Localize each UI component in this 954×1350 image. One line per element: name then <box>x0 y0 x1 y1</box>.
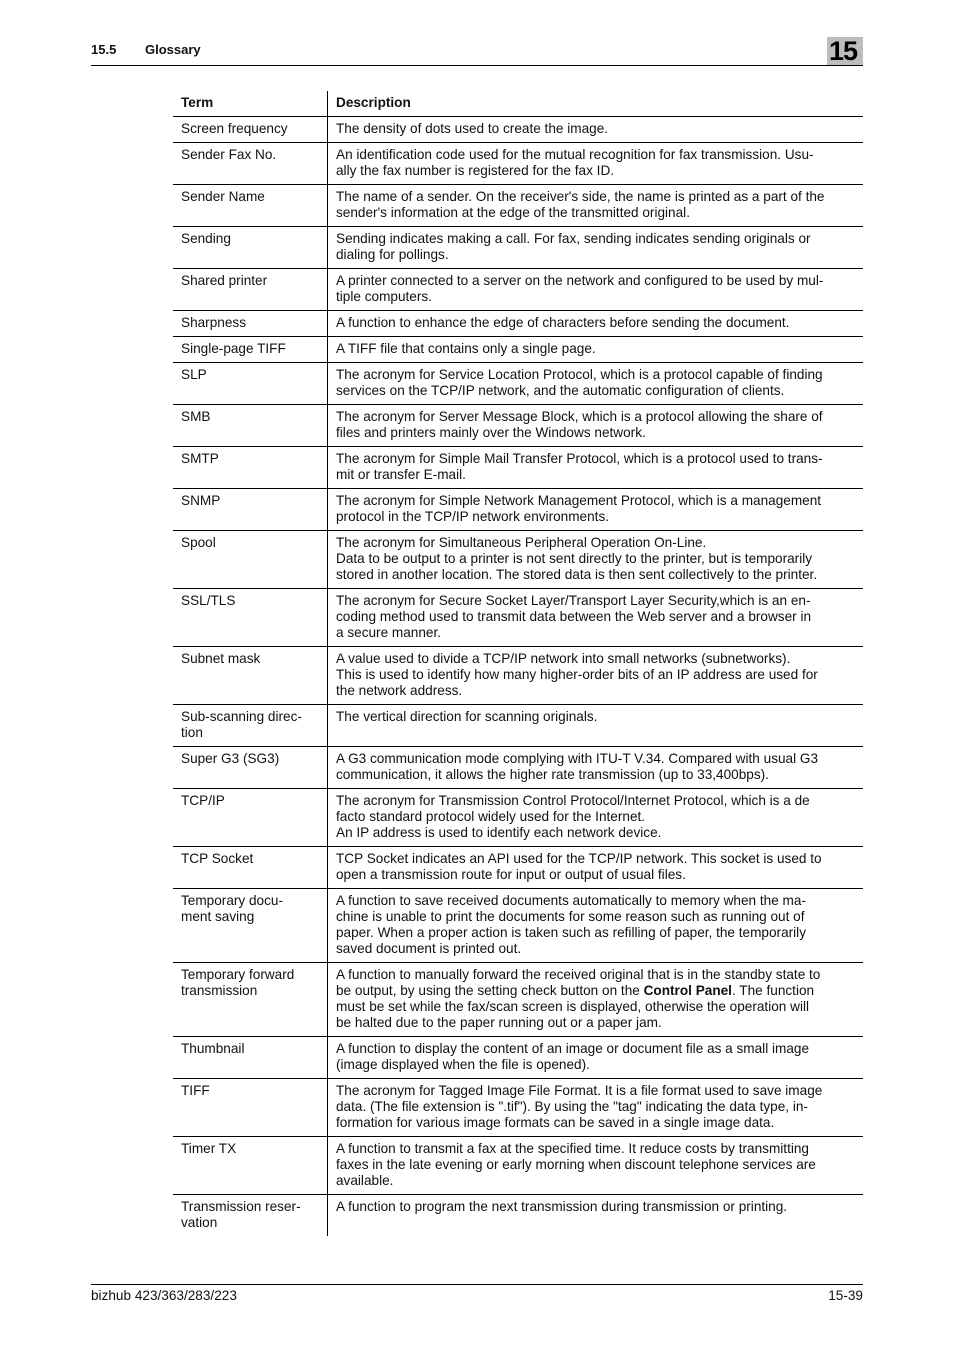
glossary-description <box>328 963 864 1037</box>
table-row <box>173 185 863 227</box>
description-line: must be set while the fax/scan screen is displayed, otherwise the operation will <box>336 999 810 1014</box>
glossary-term <box>173 489 328 531</box>
description-line: stored in another location. The stored data is then sent collectively to the printer. <box>336 567 818 582</box>
description-line: files and printers mainly over the Windows network. <box>336 425 646 440</box>
glossary-description <box>328 1079 864 1137</box>
description-text: be output, by using the setting check button on the <box>336 983 644 998</box>
table-row <box>173 311 863 337</box>
description-line: communication, it allows the higher rate transmission (up to 33,400bps). <box>336 767 769 782</box>
table-row <box>173 789 863 847</box>
glossary-description <box>328 789 864 847</box>
header-rule <box>91 65 863 66</box>
description-line: The acronym for Server Message Block, which is a protocol allowing the share of <box>336 409 823 424</box>
glossary-description <box>328 311 864 337</box>
description-line: facto standard protocol widely used for the Internet. <box>336 809 646 824</box>
description-line: services on the TCP/IP network, and the automatic configuration of clients. <box>336 383 785 398</box>
description-line: be halted due to the paper running out or a paper jam. <box>336 1015 662 1030</box>
table-row <box>173 269 863 311</box>
glossary-term <box>173 405 328 447</box>
table-row <box>173 227 863 269</box>
description-line: This is used to identify how many higher-order bits of an IP address are used for <box>336 667 818 682</box>
description-line <box>336 725 855 741</box>
glossary-description <box>328 531 864 589</box>
table-row <box>173 705 863 747</box>
glossary-description <box>328 489 864 531</box>
glossary-term <box>173 363 328 405</box>
glossary-description <box>328 705 864 747</box>
description-line: chine is unable to print the documents for some reason such as running out of <box>336 909 805 924</box>
description-line: tiple computers. <box>336 289 432 304</box>
description-line: The acronym for Service Location Protocol, which is a protocol capable of finding <box>336 367 823 382</box>
term-line: tion <box>181 725 203 740</box>
term-line: SMB <box>181 409 211 424</box>
glossary-description <box>328 589 864 647</box>
description-line: The acronym for Tagged Image File Format. It is a file format used to save image <box>336 1083 823 1098</box>
glossary-description <box>328 337 864 363</box>
description-line: The acronym for Simple Mail Transfer Protocol, which is a protocol used to trans- <box>336 451 823 466</box>
term-line: ment saving <box>181 909 255 924</box>
description-line: A G3 communication mode complying with ITU-T V.34. Compared with usual G3 <box>336 751 819 766</box>
term-line: Temporary forward <box>181 967 295 982</box>
glossary-description <box>328 117 864 143</box>
description-line: A function to save received documents automatically to memory when the ma- <box>336 893 806 908</box>
description-line: formation for various image formats can be saved in a single image data. <box>336 1115 775 1130</box>
table-row <box>173 1195 863 1237</box>
glossary-term <box>173 1137 328 1195</box>
description-line: mit or transfer E-mail. <box>336 467 466 482</box>
description-line: the network address. <box>336 683 463 698</box>
table-header-row <box>173 91 863 117</box>
term-line: SSL/TLS <box>181 593 236 608</box>
table-row <box>173 531 863 589</box>
table-row <box>173 1137 863 1195</box>
description-line: coding method used to transmit data between the Web server and a browser in <box>336 609 812 624</box>
term-line: Transmission reser- <box>181 1199 301 1214</box>
term-line: SLP <box>181 367 207 382</box>
glossary-term <box>173 143 328 185</box>
glossary-term <box>173 1195 328 1237</box>
table-row <box>173 963 863 1037</box>
description-line: The acronym for Simple Network Management Protocol, which is a management <box>336 493 822 508</box>
description-line: TCP Socket indicates an API used for the TCP/IP network. This socket is used to <box>336 851 822 866</box>
description-line: Sending indicates making a call. For fax, sending indicates sending originals or <box>336 231 811 246</box>
term-line: Subnet mask <box>181 651 261 666</box>
term-line: Sender Fax No. <box>181 147 277 162</box>
glossary-description <box>328 363 864 405</box>
description-line: saved document is printed out. <box>336 941 522 956</box>
glossary-term <box>173 847 328 889</box>
description-line: (image displayed when the file is opened). <box>336 1057 590 1072</box>
table-row <box>173 747 863 789</box>
description-line: Data to be output to a printer is not sent directly to the printer, but is temporarily <box>336 551 813 566</box>
glossary-description <box>328 1195 864 1237</box>
glossary-description <box>328 847 864 889</box>
term-line: vation <box>181 1215 218 1230</box>
table-row <box>173 489 863 531</box>
glossary-description <box>328 269 864 311</box>
term-line: Sending <box>181 231 231 246</box>
column-header-term: Term <box>173 91 328 117</box>
description-line: The acronym for Secure Socket Layer/Transport Layer Security,which is an en- <box>336 593 811 608</box>
description-text: . The function <box>731 983 815 998</box>
section-title: Glossary <box>145 42 201 57</box>
table-row <box>173 363 863 405</box>
table-row <box>173 589 863 647</box>
description-line: A TIFF file that contains only a single page. <box>336 341 596 356</box>
description-line <box>336 983 855 999</box>
glossary-term <box>173 889 328 963</box>
term-line: Sharpness <box>181 315 246 330</box>
description-line: sender's information at the edge of the transmitted original. <box>336 205 690 220</box>
term-line: Thumbnail <box>181 1041 245 1056</box>
control-panel-emphasis: Control Panel <box>643 983 732 998</box>
table-row <box>173 447 863 489</box>
description-line: A value used to divide a TCP/IP network into small networks (subnetworks). <box>336 651 791 666</box>
term-line: TIFF <box>181 1083 210 1098</box>
description-line: The name of a sender. On the receiver's side, the name is printed as a part of the <box>336 189 825 204</box>
section-number: 15.5 <box>91 42 117 57</box>
term-line: transmission <box>181 983 258 998</box>
description-line: The acronym for Simultaneous Peripheral Operation On-Line. <box>336 535 707 550</box>
glossary-term <box>173 963 328 1037</box>
description-line: A printer connected to a server on the network and configured to be used by mul- <box>336 273 824 288</box>
description-line: protocol in the TCP/IP network environments. <box>336 509 610 524</box>
description-line: An IP address is used to identify each network device. <box>336 825 662 840</box>
table-row <box>173 847 863 889</box>
description-line: dialing for pollings. <box>336 247 449 262</box>
table-row <box>173 1037 863 1079</box>
description-line: A function to manually forward the received original that is in the standby state to <box>336 967 821 982</box>
table-row <box>173 1079 863 1137</box>
glossary-description <box>328 747 864 789</box>
glossary-description <box>328 405 864 447</box>
description-line: A function to transmit a fax at the specified time. It reduce costs by transmitting <box>336 1141 809 1156</box>
glossary-term <box>173 337 328 363</box>
term-line: TCP Socket <box>181 851 254 866</box>
glossary-term <box>173 747 328 789</box>
glossary-description <box>328 647 864 705</box>
description-line: A function to display the content of an image or document file as a small image <box>336 1041 810 1056</box>
glossary-term <box>173 117 328 143</box>
glossary-term <box>173 227 328 269</box>
description-line: The acronym for Transmission Control Protocol/Internet Protocol, which is a de <box>336 793 810 808</box>
term-line: Sender Name <box>181 189 265 204</box>
term-line: Single-page TIFF <box>181 341 286 356</box>
glossary-description <box>328 143 864 185</box>
description-line: ally the fax number is registered for the fax ID. <box>336 163 615 178</box>
glossary-description <box>328 1037 864 1079</box>
term-line: Temporary docu- <box>181 893 283 908</box>
term-line: Screen frequency <box>181 121 288 136</box>
term-line: SNMP <box>181 493 221 508</box>
glossary-description <box>328 889 864 963</box>
glossary-term <box>173 269 328 311</box>
table-row <box>173 117 863 143</box>
glossary-description <box>328 1137 864 1195</box>
footer-product: bizhub 423/363/283/223 <box>91 1288 237 1303</box>
glossary-term <box>173 531 328 589</box>
term-line: SMTP <box>181 451 219 466</box>
description-line: A function to enhance the edge of characters before sending the document. <box>336 315 790 330</box>
description-line: a secure manner. <box>336 625 442 640</box>
description-line: A function to program the next transmission during transmission or printing. <box>336 1199 788 1214</box>
glossary-description <box>328 227 864 269</box>
description-line: paper. When a proper action is taken such as refilling of paper, the temporarily <box>336 925 806 940</box>
description-line: An identification code used for the mutual recognition for fax transmission. Usu- <box>336 147 814 162</box>
term-line: Super G3 (SG3) <box>181 751 280 766</box>
footer-page-number: 15-39 <box>828 1288 863 1303</box>
description-line: The vertical direction for scanning originals. <box>336 709 598 724</box>
glossary-term <box>173 647 328 705</box>
term-line: Shared printer <box>181 273 268 288</box>
glossary-term <box>173 789 328 847</box>
description-line: data. (The file extension is ".tif"). By using the "tag" indicating the data type, in- <box>336 1099 808 1114</box>
description-line: open a transmission route for input or output of usual files. <box>336 867 686 882</box>
term-line: Spool <box>181 535 216 550</box>
glossary-term <box>173 447 328 489</box>
glossary-term <box>173 705 328 747</box>
glossary-description <box>328 447 864 489</box>
glossary-term <box>173 589 328 647</box>
glossary-rows <box>173 117 863 1237</box>
term-line: Timer TX <box>181 1141 237 1156</box>
description-line: The density of dots used to create the image. <box>336 121 609 136</box>
glossary-description <box>328 185 864 227</box>
table-row <box>173 647 863 705</box>
term-line: TCP/IP <box>181 793 225 808</box>
glossary-term <box>173 185 328 227</box>
table-row <box>173 889 863 963</box>
table-row <box>173 405 863 447</box>
table-row <box>173 143 863 185</box>
glossary-term <box>173 1037 328 1079</box>
footer-rule <box>91 1284 863 1285</box>
description-line: available. <box>336 1173 394 1188</box>
glossary-term <box>173 311 328 337</box>
description-line: faxes in the late evening or early morning when discount telephone services are <box>336 1157 816 1172</box>
description-line <box>336 1215 855 1231</box>
column-header-description: Description <box>328 91 864 117</box>
glossary-table <box>173 91 863 1236</box>
glossary-term <box>173 1079 328 1137</box>
chapter-number: 15 <box>829 36 858 66</box>
term-line: Sub-scanning direc- <box>181 709 302 724</box>
table-row <box>173 337 863 363</box>
